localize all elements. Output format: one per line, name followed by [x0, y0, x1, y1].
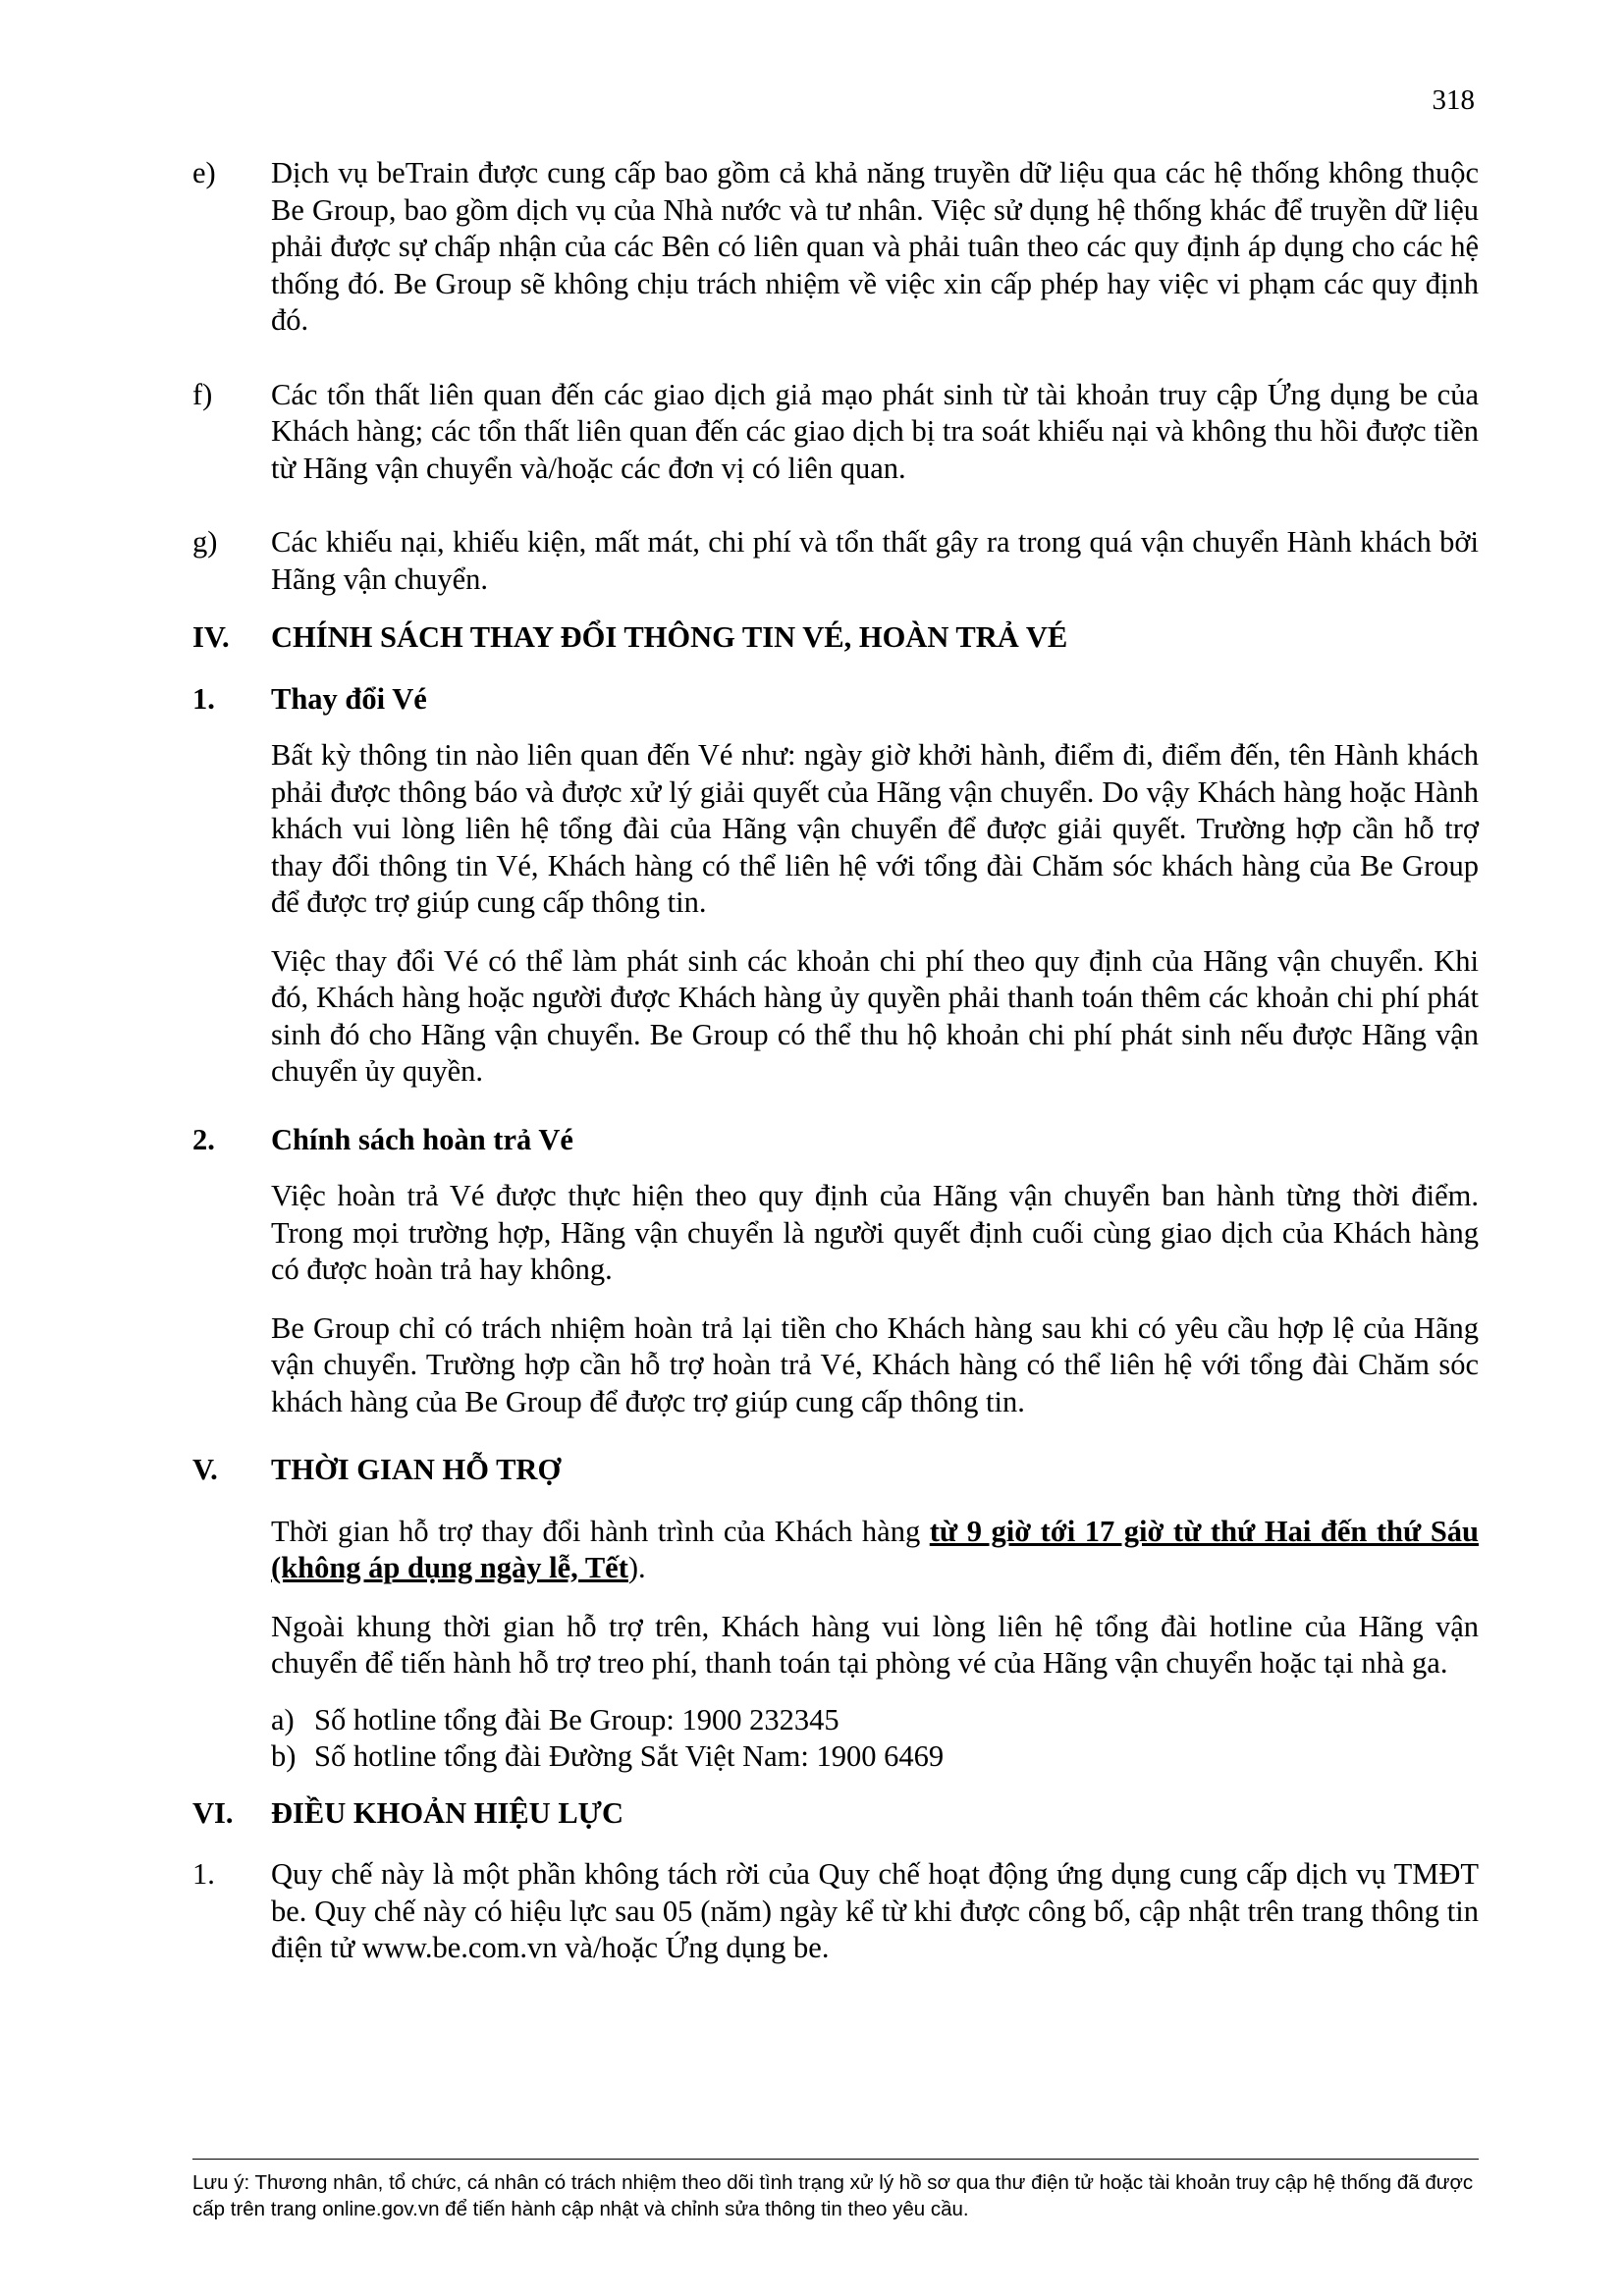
clause-marker: 1. [192, 1857, 215, 1891]
list-item-g [192, 524, 1479, 598]
hotline-text: Số hotline tổng đài Be Group: 1900 232345 [314, 1702, 839, 1736]
subsection-title: Chính sách hoàn trả Vé [271, 1122, 573, 1156]
subsection-heading-hoan-tra-ve [192, 1122, 1479, 1159]
support-hours-highlight: từ 9 giờ tới 17 giờ từ thứ Hai đến thứ Sáu (không áp dụng ngày lễ, Tết [271, 1514, 1479, 1584]
subsection-title: Thay đổi Vé [271, 681, 427, 716]
support-hours-end: ). [627, 1551, 646, 1584]
support-hours-text: Thời gian hỗ trợ thay đổi hành trình của Khách hàng [271, 1514, 930, 1548]
page-number: 318 [1432, 84, 1475, 116]
item-text: Các tổn thất liên quan đến các giao dịch giả mạo phát sinh từ tài khoản truy cập Ứng dụng be của Khách hàng; các tổn thất liên quan đến các giao dịch bị tra soát khiếu nại và không thu hồi được tiền từ Hãng vận chuyển và/hoặc các đơn vị có liên quan. [271, 377, 1479, 485]
list-item-e [192, 155, 1479, 340]
item-text: Các khiếu nại, khiếu kiện, mất mát, chi phí và tổn thất gây ra trong quá vận chuyển Hành khách bởi Hãng vận chuyển. [271, 525, 1479, 596]
section-heading-vi [192, 1795, 1479, 1833]
section-heading-v [192, 1452, 1479, 1489]
support-hours-paragraph [271, 1514, 1479, 1587]
subsection-marker: 1. [192, 681, 215, 716]
hotline-item [271, 1702, 1479, 1739]
item-marker: f) [192, 377, 213, 411]
section-heading-iv [192, 619, 1479, 657]
section-title: CHÍNH SÁCH THAY ĐỔI THÔNG TIN VÉ, HOÀN TRẢ VÉ [271, 620, 1068, 654]
hotline-list [271, 1702, 1479, 1776]
item-marker: e) [192, 156, 216, 189]
document-body [192, 155, 1479, 2004]
hotline-marker: b) [271, 1739, 297, 1773]
footer-divider [192, 2159, 1479, 2160]
paragraph: Be Group chỉ có trách nhiệm hoàn trả lại tiền cho Khách hàng sau khi có yêu cầu hợp lệ của Hãng vận chuyển. Trường hợp cần hỗ trợ hoàn trả Vé, Khách hàng có thể liên hệ với tổng đài Chăm sóc khách hàng của Be Group để được trợ giúp cung cấp thông tin. [271, 1310, 1479, 1418]
subsection-marker: 2. [192, 1122, 215, 1156]
item-text: Dịch vụ beTrain được cung cấp bao gồm cả khả năng truyền dữ liệu qua các hệ thống không thuộc Be Group, bao gồm dịch vụ của Nhà nước và tư nhân. Việc sử dụng hệ thống khác để truyền dữ liệu phải được sự chấp nhận của các Bên có liên quan và phải tuân theo các quy định áp dụng cho các hệ thống đó. Be Group sẽ không chịu trách nhiệm về việc xin cấp phép hay việc vi phạm các quy định đó. [271, 156, 1479, 337]
hotline-marker: a) [271, 1702, 295, 1736]
hotline-item [271, 1738, 1479, 1776]
subsection-heading-thay-doi-ve [192, 681, 1479, 719]
paragraph: Việc thay đổi Vé có thể làm phát sinh các khoản chi phí theo quy định của Hãng vận chuyển. Khi đó, Khách hàng hoặc người được Khách hàng ủy quyền phải thanh toán thêm các khoản chi phí phát sinh đó cho Hãng vận chuyển. Be Group có thể thu hộ khoản chi phí phát sinh nếu được Hãng vận chuyển ủy quyền. [271, 943, 1479, 1088]
clause-text: Quy chế này là một phần không tách rời của Quy chế hoạt động ứng dụng cung cấp dịch vụ TMĐT be. Quy chế này có hiệu lực sau 05 (năm) ngày kể từ khi được công bố, cập nhật trên trang thông tin điện tử www.be.com.vn và/hoặc Ứng dụng be. [271, 1857, 1479, 1964]
paragraph: Bất kỳ thông tin nào liên quan đến Vé như: ngày giờ khởi hành, điểm đi, điểm đến, tên Hành khách phải được thông báo và được xử lý giải quyết của Hãng vận chuyển. Do vậy Khách hàng hoặc Hành khách vui lòng liên hệ tổng đài của Hãng vận chuyển để được giải quyết. Trường hợp cần hỗ trợ thay đổi thông tin Vé, Khách hàng có thể liên hệ với tổng đài Chăm sóc khách hàng của Be Group để được trợ giúp cung cấp thông tin. [271, 738, 1479, 919]
item-marker: g) [192, 525, 218, 559]
section-marker: VI. [192, 1795, 234, 1830]
section-title: ĐIỀU KHOẢN HIỆU LỰC [271, 1795, 623, 1830]
hotline-text: Số hotline tổng đài Đường Sắt Việt Nam: 1900 6469 [314, 1739, 945, 1773]
clause-item [192, 1856, 1479, 1967]
section-marker: IV. [192, 620, 230, 654]
paragraph: Việc hoàn trả Vé được thực hiện theo quy định của Hãng vận chuyển ban hành từng thời điểm. Trong mọi trường hợp, Hãng vận chuyển là người quyết định cuối cùng giao dịch của Khách hàng có được hoàn trả hay không. [271, 1179, 1479, 1286]
list-item-f [192, 377, 1479, 488]
footer-note: Lưu ý: Thương nhân, tổ chức, cá nhân có trách nhiệm theo dõi tình trạng xử lý hồ sơ qua thư điện tử hoặc tài khoản truy cập hệ thống đã được cấp trên trang online.gov.vn để tiến hành cập nhật và chỉnh sửa thông tin theo yêu cầu. [192, 2171, 1474, 2220]
section-marker: V. [192, 1453, 218, 1486]
section-title: THỜI GIAN HỖ TRỢ [271, 1453, 562, 1486]
paragraph: Ngoài khung thời gian hỗ trợ trên, Khách hàng vui lòng liên hệ tổng đài hotline của Hãng vận chuyển để tiến hành hỗ trợ treo phí, thanh toán tại phòng vé của Hãng vận chuyển hoặc tại nhà ga. [271, 1609, 1479, 1680]
